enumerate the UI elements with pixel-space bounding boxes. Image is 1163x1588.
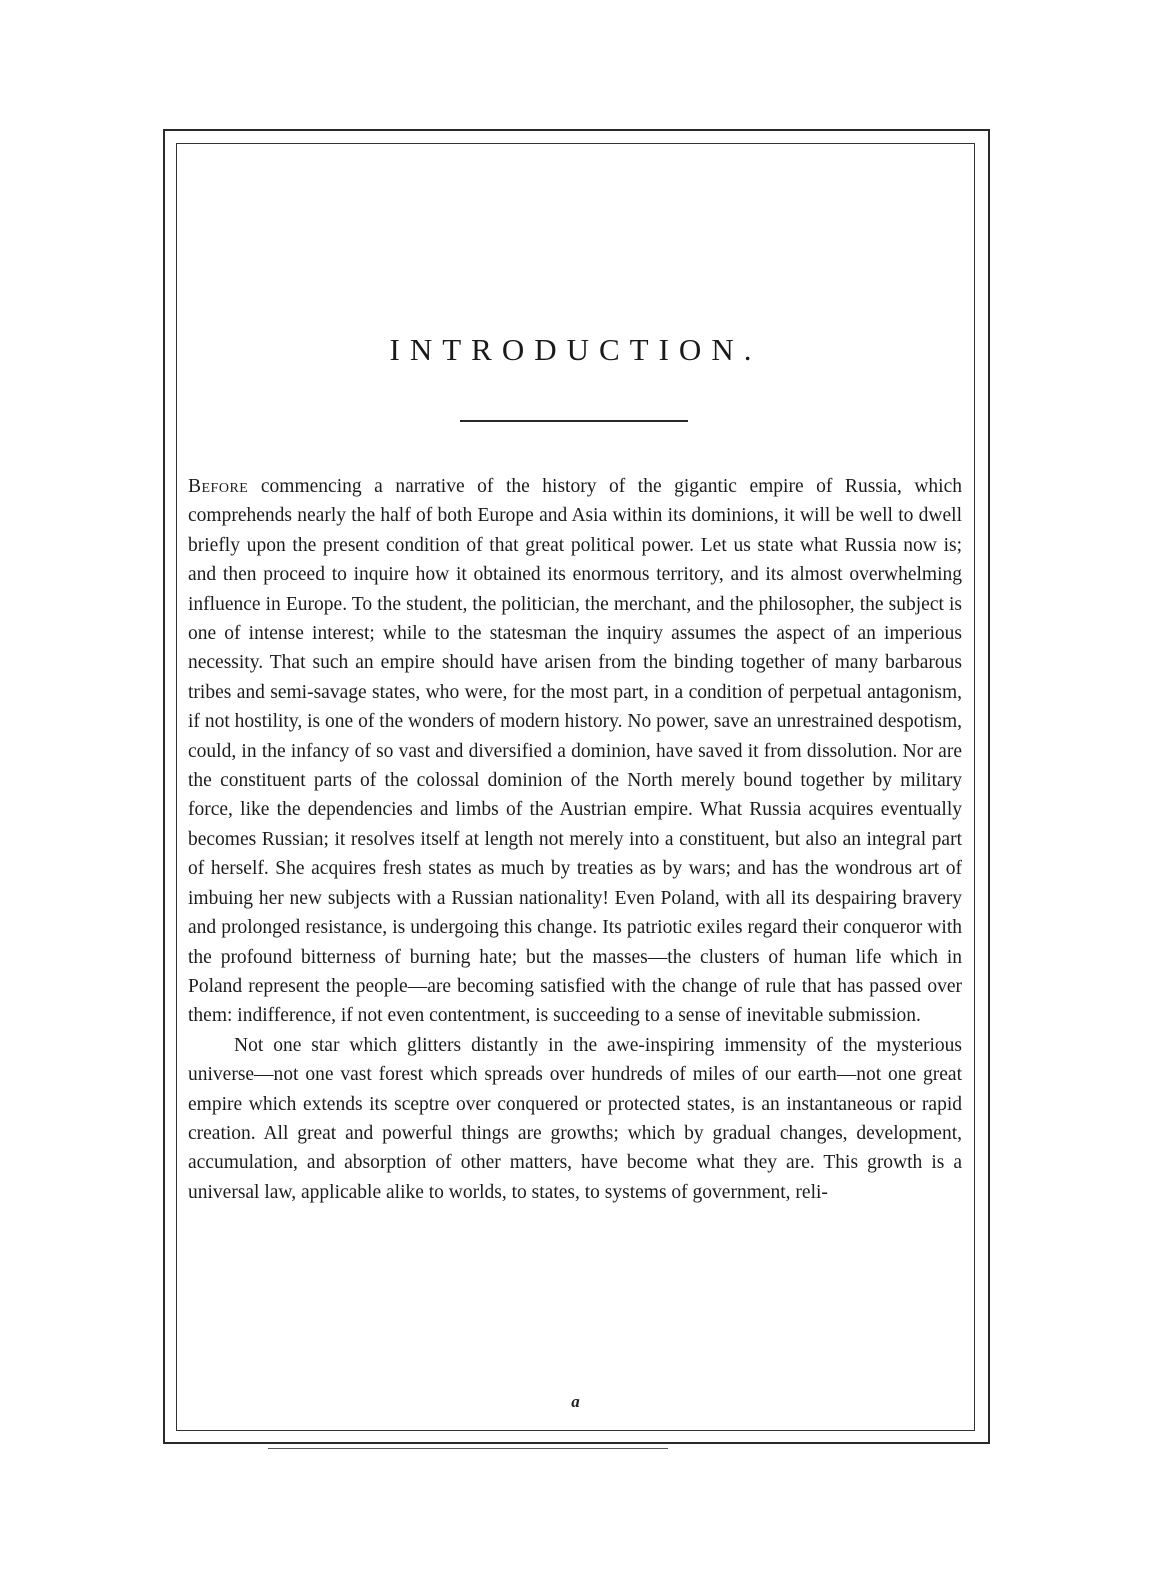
bottom-rule	[268, 1448, 668, 1449]
paragraph-2: Not one star which glitters distantly in the awe-inspiring immensity of the mysterious universe—not one vast forest which spreads over hundreds of miles of our earth—not one great empire which extends its sceptre over conquered or protected states, is an instantaneous or rapid creation. All great and powerful things are growths; which by gradual changes, development, accumulation, and absorption of other matters, have become what they are. This growth is a universal law, applicable alike to worlds, to states, to systems of government, reli-	[188, 1034, 962, 1203]
signature-mark: a	[571, 1392, 580, 1411]
paragraph-1-text: commencing a narrative of the history of the gigantic empire of Russia, which comprehends nearly the half of both Europe and Asia within its dominions, it will be well to dwell briefly upon the present condition of that great political power. Let us state what Russia now is; and then proceed to inquire how it obtained its enormous territory, and its almost overwhelming influence in Europe. To the student, the politician, the merchant, and the philosopher, the subject is one of intense interest; while to the statesman the inquiry assumes the aspect of an imperious necessity. That such an empire should have arisen from the binding together of many barbarous tribes and semi-savage states, who were, for the most part, in a condition of perpetual antagonism, if not hostility, is one of the wonders of modern history. No power, save an unrestrained despotism, could, in the infancy of so vast and diversified a dominion, have saved it from dissolution. Nor are the constituent parts of the colossal dominion of the North merely bound together by military force, like the dependencies and limbs of the Austrian empire. What Russia acquires eventually becomes Russian; it resolves itself at length not merely into a constituent, but also an integral part of herself. She acquires fresh states as much by treaties as by wars; and has the wondrous art of imbuing her new subjects with a Russian nationality! Even Poland, with all its despairing bravery and prolonged resistance, is undergoing this change. Its patriotic exiles regard their conqueror with the profound bitterness of burning hate; but the masses—the clusters of human life which in Poland represent the people—are becoming satisfied with the change of rule that has passed over them: indifference, if not even contentment, is succeeding to a sense of inevitable submission.	[188, 476, 963, 1027]
paragraph-lead-word: Before	[188, 476, 249, 497]
title-divider	[460, 420, 688, 422]
body-text	[188, 472, 962, 1207]
paragraph-1	[188, 472, 962, 1031]
chapter-title: INTRODUCTION.	[389, 332, 762, 367]
